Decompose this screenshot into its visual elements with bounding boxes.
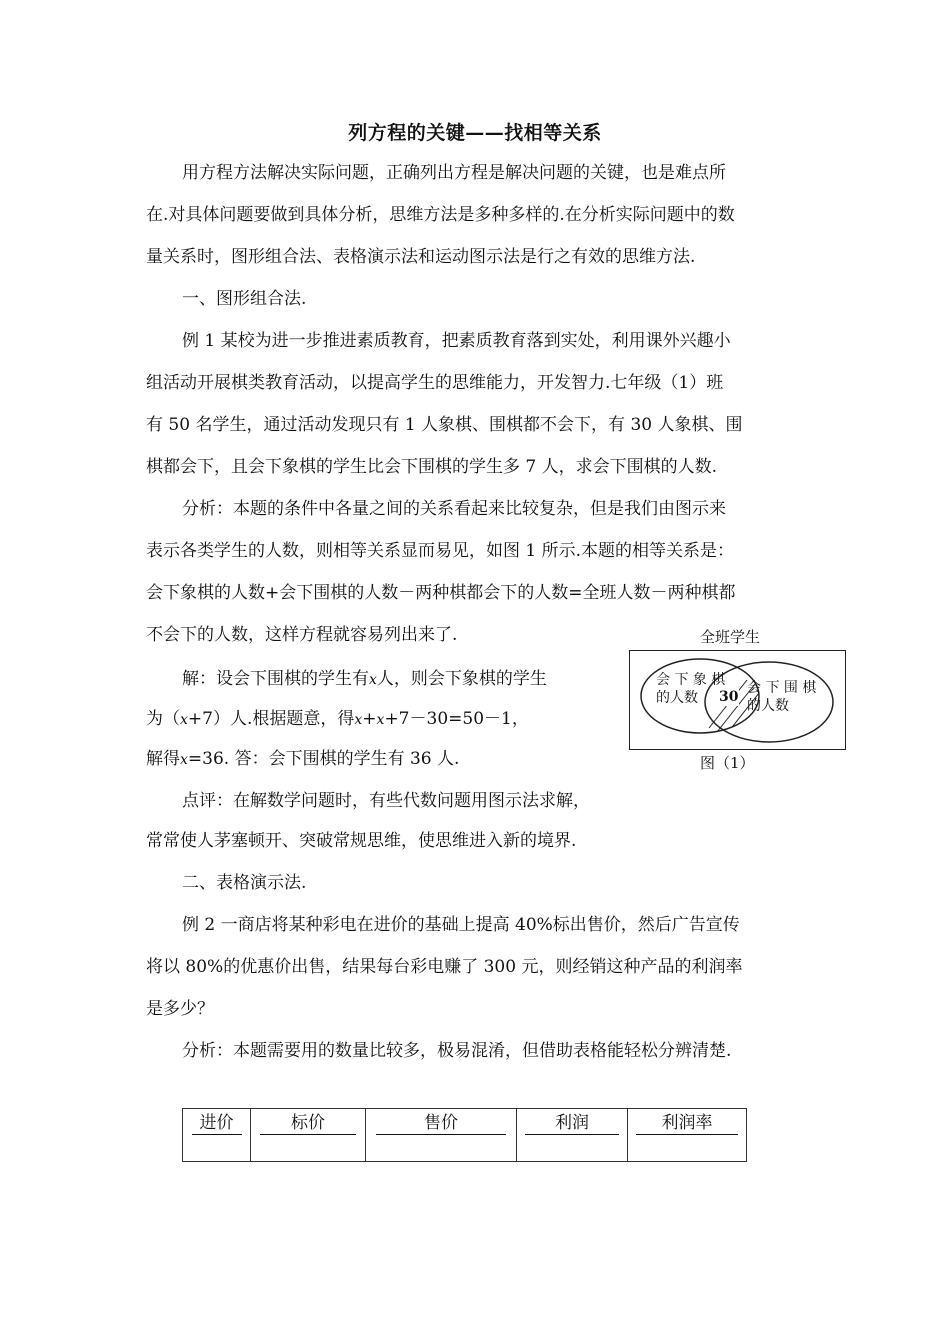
section-1-heading: 一、图形组合法. bbox=[182, 289, 307, 309]
variable-x: x bbox=[369, 672, 377, 688]
chess-label: 会 下 象 棋 bbox=[656, 672, 726, 688]
solution-line-1: 解：设会下围棋的学生有x人，则会下象棋的学生 bbox=[182, 669, 547, 689]
variable-x: x bbox=[180, 752, 188, 768]
comment-line: 点评：在解数学问题时，有些代数问题用图示法求解， bbox=[182, 791, 590, 811]
analysis-1-line: 会下象棋的人数+会下围棋的人数－两种棋都会下的人数=全班人数－两种棋都 bbox=[146, 583, 736, 603]
table-row bbox=[183, 1109, 747, 1162]
intro-line-1: 用方程方法解决实际问题，正确列出方程是解决问题的关键，也是难点所 bbox=[182, 163, 726, 183]
analysis-1-line: 表示各类学生的人数，则相等关系显而易见，如图 1 所示.本题的相等关系是： bbox=[146, 541, 735, 561]
analysis-table bbox=[182, 1108, 747, 1162]
table-header: 进价 bbox=[192, 1112, 242, 1135]
example-2-line: 例 2 一商店将某种彩电在进价的基础上提高 40%标出售价，然后广告宣传 bbox=[182, 915, 740, 935]
overlap-count: 30 bbox=[719, 689, 739, 705]
figure-title: 全班学生 bbox=[700, 628, 761, 646]
table-header: 利润 bbox=[525, 1112, 619, 1135]
go-label: 的人数 bbox=[747, 698, 789, 714]
example-1-line: 例 1 某校为进一步推进素质教育，把素质教育落到实处，利用课外兴趣小 bbox=[182, 331, 731, 351]
solution-line-3: 解得x=36. 答：会下围棋的学生有 36 人. bbox=[146, 749, 460, 769]
example-1-line: 有 50 名学生，通过活动发现只有 1 人象棋、围棋都不会下，有 30 人象棋、围 bbox=[146, 415, 743, 435]
variable-x: x bbox=[180, 712, 188, 728]
analysis-1-line: 不会下的人数，这样方程就容易列出来了. bbox=[146, 625, 458, 645]
analysis-2-line: 分析：本题需要用的数量比较多，极易混淆，但借助表格能轻松分辨清楚. bbox=[182, 1041, 732, 1061]
table-header: 利润率 bbox=[636, 1112, 738, 1135]
table-cell bbox=[517, 1109, 628, 1162]
comment-line: 常常使人茅塞顿开、突破常规思维，使思维进入新的境界. bbox=[146, 831, 577, 851]
table-header: 售价 bbox=[376, 1112, 506, 1135]
table-cell bbox=[366, 1109, 517, 1162]
chess-label: 的人数 bbox=[656, 690, 698, 706]
intro-line-2: 在.对具体问题要做到具体分析，思维方法是多种多样的.在分析实际问题中的数 bbox=[146, 205, 735, 225]
table-header: 标价 bbox=[260, 1112, 356, 1135]
page-title: 列方程的关键——找相等关系 bbox=[348, 122, 602, 144]
solution-line-2: 为（x+7）人.根据题意，得x+x+7－30=50－1， bbox=[146, 709, 529, 729]
go-label: 会 下 围 棋 bbox=[747, 680, 817, 696]
example-1-line: 棋都会下，且会下象棋的学生比会下围棋的学生多 7 人，求会下围棋的人数. bbox=[146, 457, 718, 477]
example-1-line: 组活动开展棋类教育活动，以提高学生的思维能力，开发智力.七年级（1）班 bbox=[146, 373, 724, 393]
table-cell bbox=[251, 1109, 366, 1162]
analysis-1-line: 分析：本题的条件中各量之间的关系看起来比较复杂，但是我们由图示来 bbox=[182, 499, 726, 519]
figure-caption: 图（1） bbox=[700, 754, 755, 772]
table-cell bbox=[628, 1109, 747, 1162]
example-2-line: 将以 80%的优惠价出售，结果每台彩电赚了 300 元，则经销这种产品的利润率 bbox=[146, 957, 743, 977]
example-2-line: 是多少？ bbox=[146, 999, 214, 1019]
section-2-heading: 二、表格演示法. bbox=[182, 873, 307, 893]
intro-line-3: 量关系时，图形组合法、表格演示法和运动图示法是行之有效的思维方法. bbox=[146, 247, 696, 267]
variable-x: x bbox=[376, 712, 385, 728]
variable-x: x bbox=[354, 712, 363, 728]
table-cell bbox=[183, 1109, 251, 1162]
